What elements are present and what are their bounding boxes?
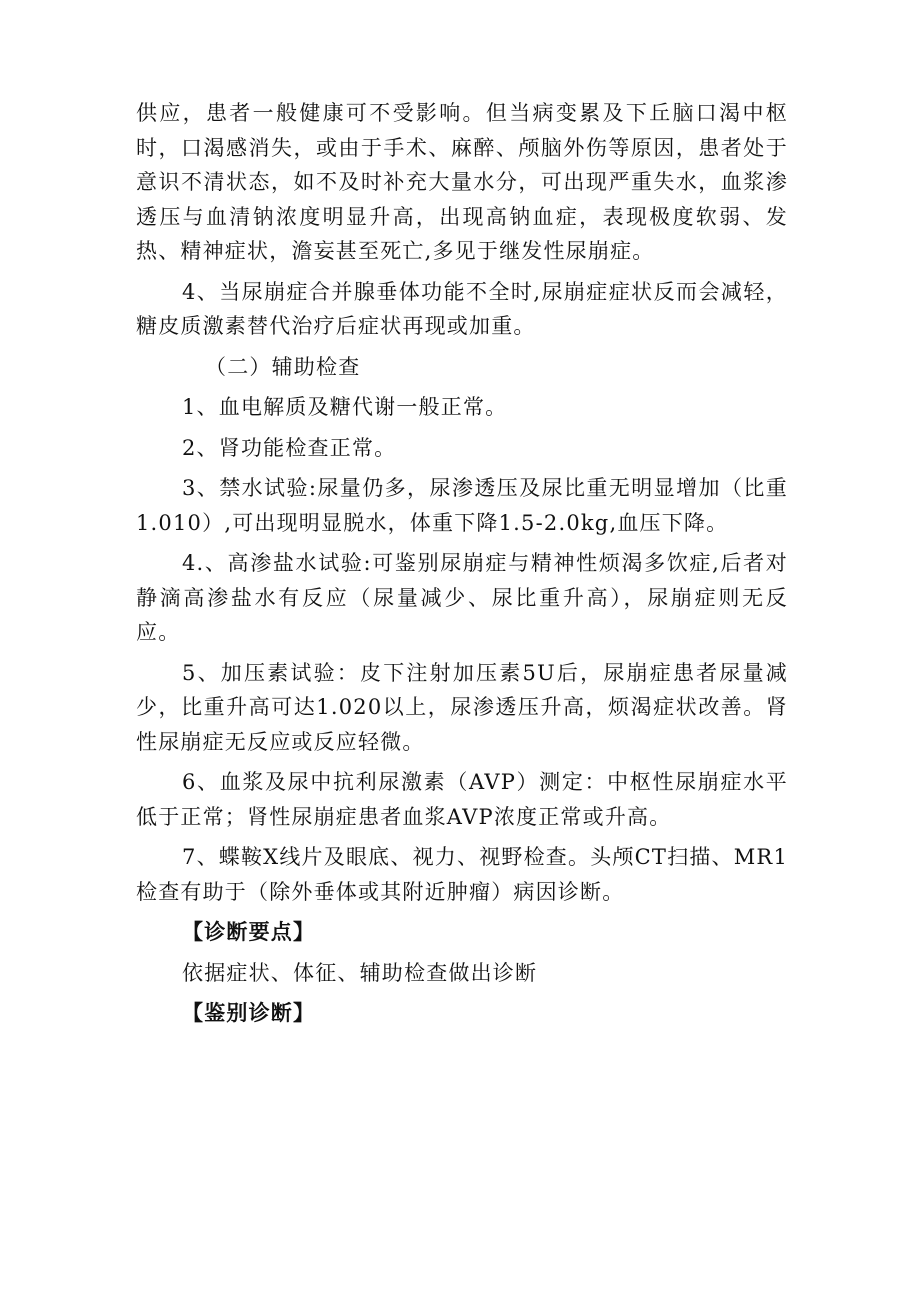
paragraph-item-4-hypopituitarism: 4、当尿崩症合并腺垂体功能不全时,尿崩症症状反而会减轻，糖皮质激素替代治疗后症状再现或加重。	[136, 279, 788, 338]
paragraph-exam-3: 3、禁水试验:尿量仍多，尿渗透压及尿比重无明显增加（比重1.010）,可出现明显脱水，体重下降1.5-2.0kg,血压下降。	[136, 476, 788, 535]
section-heading-differential-diagnosis: 【鉴别诊断】	[182, 1000, 316, 1025]
paragraph-exam-2: 2、肾功能检查正常。	[182, 435, 397, 460]
section-heading-auxiliary-exam: （二）辅助检查	[205, 354, 361, 379]
paragraph-exam-5: 5、加压素试验：皮下注射加压素5U后，尿崩症患者尿量减少，比重升高可达1.020以上，尿渗透压升高，烦渴症状改善。肾性尿崩症无反应或反应轻微。	[136, 660, 788, 754]
paragraph-exam-7: 7、蝶鞍X线片及眼底、视力、视野检查。头颅CT扫描、MR1检查有助于（除外垂体或其附近肿瘤）病因诊断。	[136, 845, 788, 904]
paragraph-exam-4: 4.、高渗盐水试验:可鉴别尿崩症与精神性烦渴多饮症,后者对静滴高渗盐水有反应（尿量减少、尿比重升高），尿崩症则无反应。	[136, 551, 788, 644]
paragraph-exam-6: 6、血浆及尿中抗利尿激素（AVP）测定：中枢性尿崩症水平低于正常；肾性尿崩症患者血浆AVP浓度正常或升高。	[136, 770, 788, 829]
document-body	[136, 96, 788, 1031]
paragraph-polyuria-continuation: 供应，患者一般健康可不受影响。但当病变累及下丘脑口渴中枢时，口渴感消失，或由于手术、麻醉、颅脑外伤等原因，患者处于意识不清状态，如不及时补充大量水分，可出现严重失水，血浆渗透压与血清钠浓度明显升高，出现高钠血症，表现极度软弱、发热、精神症状，澹妄甚至死亡,多见于继发性尿崩症。	[136, 101, 788, 263]
paragraph-exam-1: 1、血电解质及糖代谢一般正常。	[182, 395, 508, 419]
paragraph-diagnosis-basis: 依据症状、体征、辅助检查做出诊断	[182, 960, 538, 985]
section-heading-diagnosis-points: 【诊断要点】	[182, 919, 316, 944]
